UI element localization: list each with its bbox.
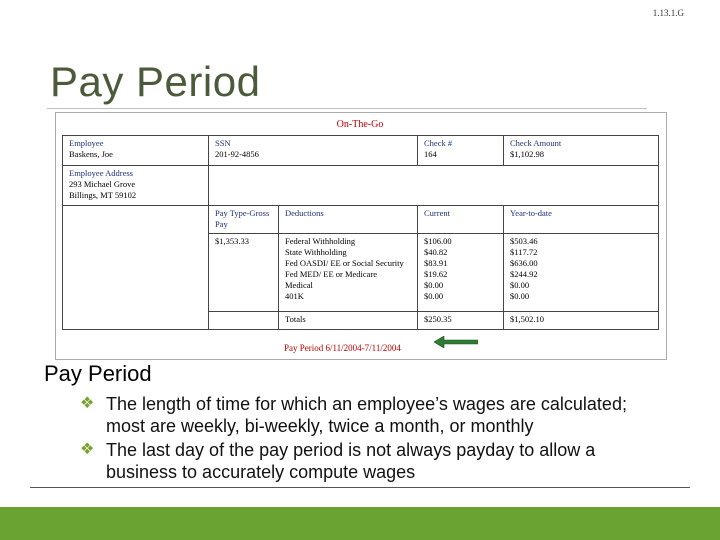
address-line1: 293 Michael Grove [69,179,136,189]
deduction-ytd-cell [504,234,659,312]
ssn-label: SSN [215,138,231,148]
deductions-label: Deductions [285,208,324,218]
gross-pay-value: $1,353.33 [215,236,249,246]
deduction-name: Federal Withholding [285,236,356,246]
totals-blank-cell [209,312,279,330]
current-label: Current [424,208,450,218]
check-number-value: 164 [424,149,437,159]
pay-period-range: Pay Period 6/11/2004-7/11/2004 [284,343,401,353]
slide-number: 1.13.1.G [652,8,684,18]
address-line2: Billings, MT 59102 [69,190,137,200]
slide-title: Pay Period [50,58,261,105]
check-amount-cell [504,136,659,166]
bullet-text: The length of time for which an employee’s wages are calculated; most are weekly, bi-weekly, twice a month, or monthly [106,394,627,436]
employee-label: Employee [69,138,104,148]
deduction-current: $0.00 [424,280,444,290]
diamond-bullet-icon: ❖ [80,441,95,458]
deduction-ytd: $503.46 [510,236,538,246]
deduction-name: Medical [285,280,313,290]
deduction-names-cell [279,234,418,312]
totals-ytd: $1,502.10 [510,314,545,324]
deduction-name: State Withholding [285,247,347,257]
sub-heading: Pay Period [44,361,152,386]
pay-stub [55,112,667,360]
deduction-current-cell [418,234,504,312]
deduction-name: Fed OASDI/ EE or Social Security [285,258,404,268]
title-divider [47,108,647,109]
bottom-divider [30,487,690,488]
totals-label: Totals [285,314,306,324]
deduction-current: $19.62 [424,269,448,279]
ssn-cell [209,136,418,166]
check-amount-value: $1,102.98 [510,149,545,159]
address-cell [63,166,209,206]
deduction-current: $83.91 [424,258,448,268]
deduction-ytd: $0.00 [510,291,530,301]
totals-current-cell [418,312,504,330]
bullet-item [80,393,670,437]
gross-pay-cell [209,234,279,312]
diamond-bullet-icon: ❖ [80,395,95,412]
totals-label-cell [279,312,418,330]
check-amount-label: Check Amount [510,138,562,148]
pay-stub-table [62,135,659,330]
deductions-header [279,206,418,234]
deduction-current: $0.00 [424,291,444,301]
totals-ytd-cell [504,312,659,330]
pay-type-cell [209,206,279,234]
employee-cell [63,136,209,166]
address-label: Employee Address [69,168,133,178]
deduction-name: 401K [285,291,304,301]
totals-current: $250.35 [424,314,452,324]
deduction-ytd: $0.00 [510,280,530,290]
deduction-current: $106.00 [424,236,452,246]
bullet-list [80,393,670,485]
deduction-ytd: $244.92 [510,269,538,279]
left-blank-cell [63,206,209,330]
bullet-item [80,439,670,483]
ytd-header [504,206,659,234]
ytd-label: Year-to-date [510,208,552,218]
employee-value: Baskens, Joe [69,149,113,159]
current-header [418,206,504,234]
pay-type-label: Pay Type-Gross Pay [215,208,270,229]
bullet-text: The last day of the pay period is not always payday to allow a business to accurately compute wages [106,440,596,482]
left-arrow-icon [434,336,478,348]
address-blank-cell [209,166,659,206]
deduction-current: $40.82 [424,247,448,257]
deduction-ytd: $636.00 [510,258,538,268]
ssn-value: 201-92-4856 [215,149,259,159]
deduction-ytd: $117.72 [510,247,538,257]
check-number-cell [418,136,504,166]
company-name: On-The-Go [336,119,384,130]
deduction-name: Fed MED/ EE or Medicare [285,269,378,279]
check-number-label: Check # [424,138,453,148]
footer-accent-bar [0,507,720,540]
